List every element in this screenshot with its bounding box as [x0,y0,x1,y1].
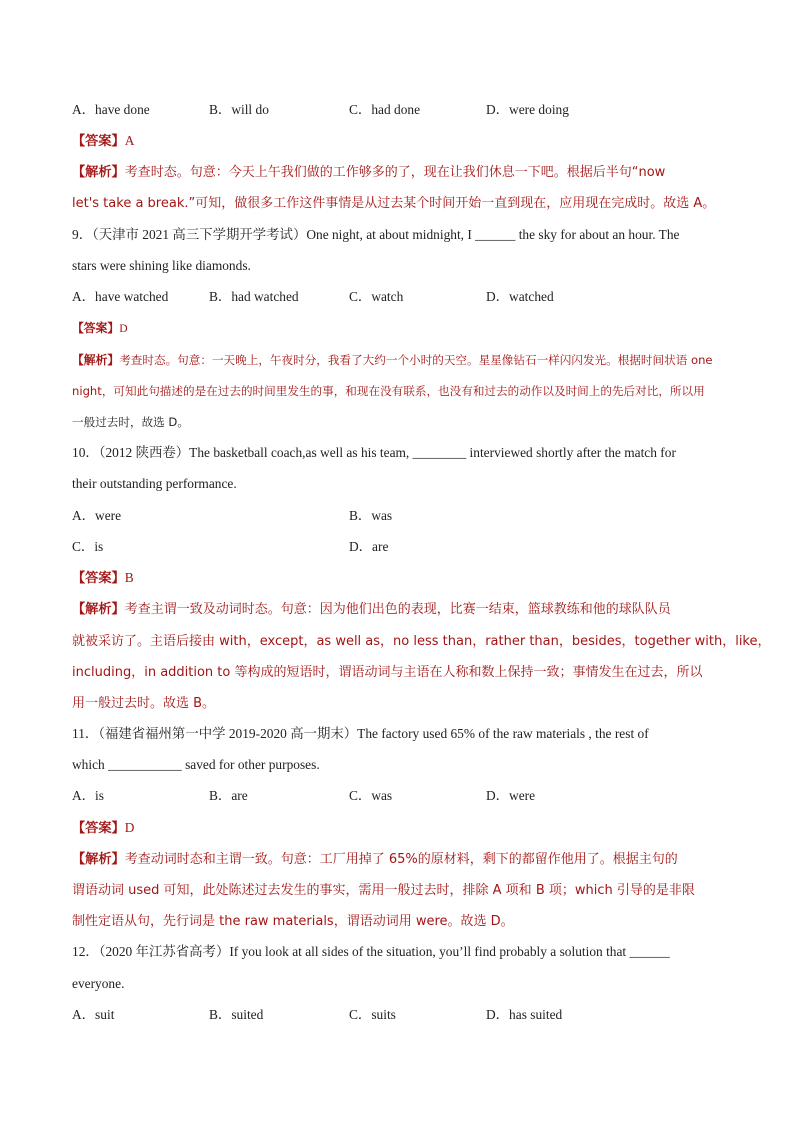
answer-value: A [124,133,135,148]
q8-option-a: A．have done [72,102,150,117]
q10-option-d: D．are [349,539,389,554]
q10-answer [72,569,134,588]
q8-option-d: D．were doing [486,102,569,117]
answer-value: D [119,322,128,335]
q10-option-b: B．was [349,508,393,523]
q9-answer [72,319,128,338]
q11-stem-line-2: which ___________ saved for other purposes. [72,757,320,772]
q11-option-d: D．were [486,788,536,803]
q9-option-c: C．watch [349,289,404,304]
q12-stem-line-1: 12．（2020 年江苏省高考）If you look at all sides of the situation, you’ll find probably a solution that ______ [72,944,670,959]
q12-option-c: C．suits [349,1007,396,1022]
q9-explanation-line-1: 【解析】考查时态。句意：一天晚上，午夜时分，我看了大约一个小时的天空。星星像钻石一样闪闪发光。根据时间状语 one [72,353,713,367]
explanation-label: 【解析】 [72,852,125,867]
q11-answer [72,819,134,838]
q9-option-d: D．watched [486,289,554,304]
q11-option-b: B．are [209,788,248,803]
answer-value: B [124,570,134,585]
q9-option-a: A．have watched [72,289,169,304]
answer-label: 【答案】 [72,571,125,586]
q8-option-c: C．had done [349,102,421,117]
q9-stem-line-1: 9．（天津市 2021 高三下学期开学考试）One night, at about midnight, I ______ the sky for about an hour. The [72,227,680,242]
q10-explanation-line-2: 就被采访了。主语后接由 with，except，as well as，no less than，rather than，besides，together with，like， [72,634,771,649]
q11-explanation-line-1: 【解析】考查动词时态和主谓一致。句意：工厂用掉了 65%的原材料，剩下的都留作他用了。根据主句的 [72,852,678,867]
answer-value: D [124,820,135,835]
answer-label: 【答案】 [72,134,125,149]
answer-label: 【答案】 [72,821,125,836]
q12-stem-line-2: everyone. [72,976,125,991]
q9-stem-line-2: stars were shining like diamonds. [72,258,251,273]
q10-explanation-line-4: 用一般过去时。故选 B。 [72,696,216,711]
q12-option-b: B．suited [209,1007,264,1022]
explanation-label: 【解析】 [72,165,125,180]
q12-option-d: D．has suited [486,1007,563,1022]
q12-option-a: A．suit [72,1007,115,1022]
q8-explanation-line-1: 【解析】考查时态。句意：今天上午我们做的工作够多的了，现在让我们休息一下吧。根据后半句“now [72,165,666,180]
q11-option-c: C．was [349,788,393,803]
q10-option-c: C．is [72,539,104,554]
q11-option-a: A．is [72,788,104,803]
q10-explanation-line-1: 【解析】考查主谓一致及动词时态。句意：因为他们出色的表现，比赛一结束，篮球教练和他的球队队员 [72,602,671,617]
q11-explanation-line-2: 谓语动词 used 可知，此处陈述过去发生的事实，需用一般过去时，排除 A 项和 B 项；which 引导的是非限 [72,883,695,898]
q9-option-b: B．had watched [209,289,299,304]
q11-stem-line-1: 11．（福建省福州第一中学 2019-2020 高一期末）The factory used 65% of the raw materials , the rest of [72,726,649,741]
q10-stem-line-1: 10．（2012 陕西卷）The basketball coach,as well as his team, ________ interviewed shortly after the match for [72,445,676,460]
q11-explanation-line-3: 制性定语从句，先行词是 the raw materials，谓语动词用 were。故选 D。 [72,914,514,929]
q8-explanation-line-2: let's take a break.”可知，做很多工作这件事情是从过去某个时间开始一直到现在，应用现在完成时。故选 A。 [72,196,716,211]
q9-explanation-line-3: 一般过去时，故选 D。 [72,415,189,429]
answer-label: 【答案】 [72,321,120,335]
q8-answer [72,132,134,151]
explanation-label: 【解析】 [72,353,120,367]
q10-stem-line-2: their outstanding performance. [72,476,237,491]
q10-option-a: A．were [72,508,122,523]
q10-explanation-line-3: including，in addition to 等构成的短语时，谓语动词与主语在人称和数上保持一致；事情发生在过去，所以 [72,665,703,680]
q8-option-b: B．will do [209,102,269,117]
explanation-label: 【解析】 [72,602,125,617]
q9-explanation-line-2: night，可知此句描述的是在过去的时间里发生的事，和现在没有联系，也没有和过去的动作以及时间上的先后对比，所以用 [72,384,705,398]
